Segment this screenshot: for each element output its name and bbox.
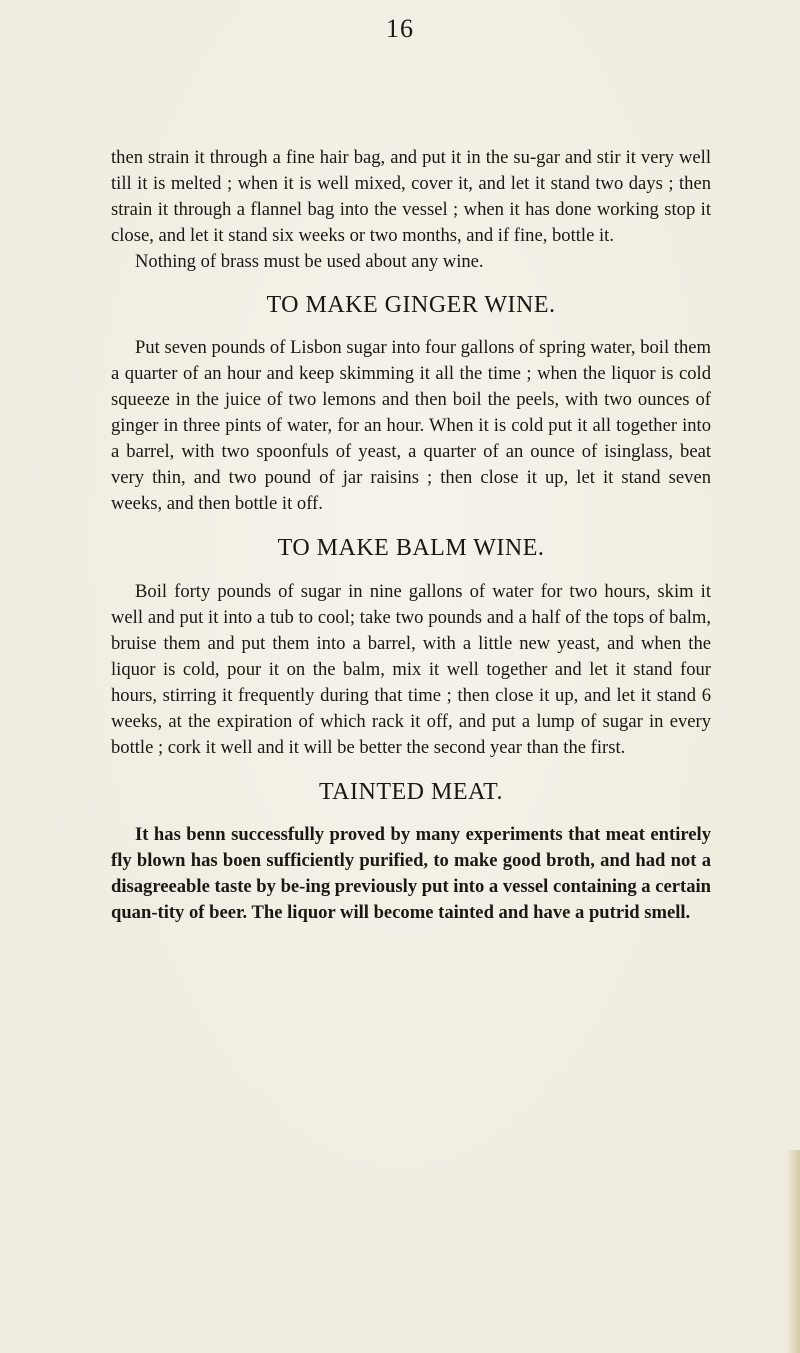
tainted-meat-text: It has benn successfully proved by many experiments that meat entirely fly blown has boen sufficiently purified, to make good broth, and had not a disagreeable taste by be-ing previously put into a vessel containing a certain quan-tity of beer. The liquor will become tainted and have a putrid smell. <box>111 824 712 923</box>
page-edge-shadow <box>786 1150 800 1353</box>
balm-wine-recipe: Boil forty pounds of sugar in nine gallons of water for two hours, skim it well and put it into a tub to cool; take two pounds and a half of the tops of balm, bruise them and put them into a barrel, with a little new yeast, and when the liquor is cold, pour it on the balm, mix it well together and let it stand four hours, stirring it frequently during that time ; then close it up, and let it stand 6 weeks, at the expiration of which rack it off, and put a lump of sugar in every bottle ; cork it well and it will be better the second year than the first. <box>111 581 711 758</box>
page-number: 16 <box>386 14 414 43</box>
brass-note: Nothing of brass must be used about any wine. <box>135 251 484 272</box>
ginger-wine-heading: TO MAKE GINGER WINE. <box>266 292 556 318</box>
page-body <box>111 145 711 926</box>
tainted-meat-heading: TAINTED MEAT. <box>318 779 504 805</box>
balm-wine-heading: TO MAKE BALM WINE. <box>277 535 545 561</box>
continuation-paragraph: then strain it through a fine hair bag, and put it in the su-gar and stir it very well till it is melted ; when it is well mixed, cover it, and let it stand two days ; then strain it through a flannel bag into the vessel ; when it has done working stop it close, and let it stand six weeks or two months, and if fine, bottle it. <box>111 147 711 246</box>
ginger-wine-recipe: Put seven pounds of Lisbon sugar into four gallons of spring water, boil them a quarter of an hour and keep skimming it all the time ; when the liquor is cold squeeze in the juice of two lemons and then boil the peels, with two ounces of ginger in three pints of water, for an hour. When it is cold put it all together into a barrel, with two spoonfuls of yeast, a quarter of an ounce of isinglass, beat very thin, and two pound of jar raisins ; then close it up, let it stand seven weeks, and then bottle it off. <box>111 337 711 514</box>
